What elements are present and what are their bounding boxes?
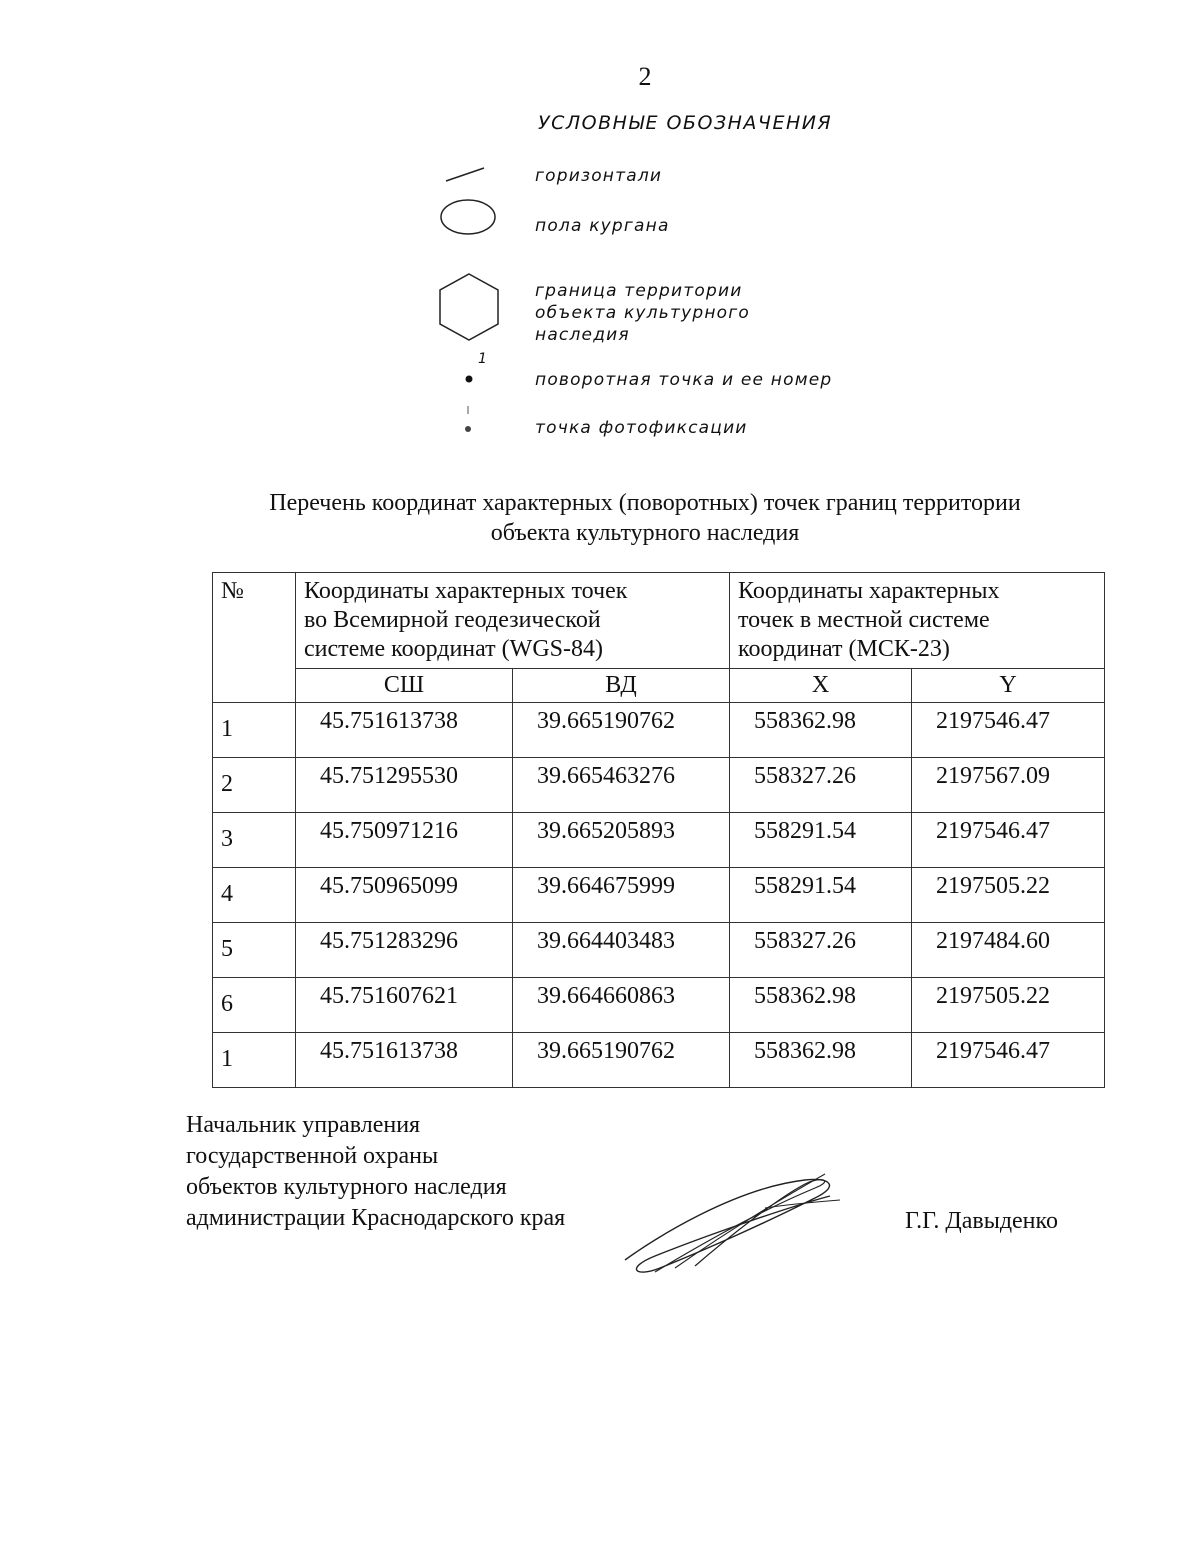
contour-line-icon [440, 160, 490, 190]
subheader-latitude: СШ [296, 669, 513, 703]
legend-label-contours: горизонтали [535, 166, 663, 186]
page-number: 2 [638, 62, 652, 91]
cell-point-number: 1 [213, 703, 296, 758]
turning-point-icon [462, 372, 476, 386]
cell-point-number: 5 [213, 923, 296, 978]
signatory-name: Г.Г. Давыденко [905, 1208, 1058, 1234]
subheader-x: X [730, 669, 912, 703]
legend-label-boundary-line-2: объекта культурного [535, 303, 750, 323]
header-wgs84-line: системе координат (WGS-84) [304, 636, 603, 662]
legend-label-boundary-line-3: наследия [535, 325, 630, 345]
cell-latitude: 45.750971216 [296, 813, 513, 868]
cell-longitude: 39.665205893 [513, 813, 730, 868]
legend-label-mound-edge: пола кургана [535, 216, 670, 236]
table-row [213, 978, 1105, 1033]
photo-point-icon [460, 402, 476, 436]
cell-y: 2197505.22 [912, 978, 1105, 1033]
legend-label-boundary-line-1: граница территории [535, 281, 743, 301]
cell-y: 2197505.22 [912, 868, 1105, 923]
header-msk23-line: Координаты характерных [738, 578, 1000, 604]
signatory-position-line: государственной охраны [186, 1143, 439, 1169]
handwritten-signature [615, 1168, 855, 1283]
cell-x: 558291.54 [730, 813, 912, 868]
document-title-line-1: Перечень координат характерных (поворотных) точек границ территории [269, 490, 1021, 516]
cell-x: 558291.54 [730, 868, 912, 923]
cell-longitude: 39.665463276 [513, 758, 730, 813]
signatory-position-line: объектов культурного наследия [186, 1174, 507, 1200]
cell-point-number: 4 [213, 868, 296, 923]
table-header-row [213, 573, 1105, 669]
signatory-position-line: администрации Краснодарского края [186, 1205, 566, 1231]
cell-y: 2197546.47 [912, 703, 1105, 758]
header-msk23-line: точек в местной системе [738, 607, 990, 633]
header-msk23-line: координат (МСК-23) [738, 636, 950, 662]
cell-point-number: 3 [213, 813, 296, 868]
cell-latitude: 45.751613738 [296, 1033, 513, 1088]
cell-y: 2197546.47 [912, 1033, 1105, 1088]
cell-latitude: 45.751283296 [296, 923, 513, 978]
header-wgs84-line: во Всемирной геодезической [304, 607, 601, 633]
mound-edge-ellipse-icon [436, 195, 500, 239]
cell-point-number: 6 [213, 978, 296, 1033]
cell-point-number: 1 [213, 1033, 296, 1088]
cell-x: 558362.98 [730, 978, 912, 1033]
document-title [160, 488, 1130, 548]
header-wgs84 [296, 573, 730, 669]
table-subheader-row [213, 669, 1105, 703]
legend-label-boundary [535, 280, 750, 346]
subheader-longitude: ВД [513, 669, 730, 703]
table-row [213, 868, 1105, 923]
cell-longitude: 39.665190762 [513, 703, 730, 758]
table-row [213, 703, 1105, 758]
legend-label-turning-point: поворотная точка и ее номер [535, 370, 833, 390]
legend-title: УСЛОВНЫЕ ОБОЗНАЧЕНИЯ [538, 112, 833, 134]
table-row [213, 923, 1105, 978]
cell-x: 558327.26 [730, 923, 912, 978]
cell-point-number: 2 [213, 758, 296, 813]
cell-latitude: 45.750965099 [296, 868, 513, 923]
cell-longitude: 39.665190762 [513, 1033, 730, 1088]
signatory-position [186, 1110, 565, 1234]
cell-latitude: 45.751613738 [296, 703, 513, 758]
turning-point-number: 1 [478, 351, 489, 367]
cell-longitude: 39.664660863 [513, 978, 730, 1033]
cell-latitude: 45.751607621 [296, 978, 513, 1033]
cell-x: 558362.98 [730, 1033, 912, 1088]
cell-y: 2197484.60 [912, 923, 1105, 978]
header-number: № [213, 573, 296, 703]
header-msk23 [730, 573, 1105, 669]
cell-y: 2197546.47 [912, 813, 1105, 868]
table-row [213, 813, 1105, 868]
subheader-y: Y [912, 669, 1105, 703]
cell-x: 558327.26 [730, 758, 912, 813]
cell-x: 558362.98 [730, 703, 912, 758]
territory-boundary-hexagon-icon [434, 270, 504, 344]
table-row [213, 1033, 1105, 1088]
cell-y: 2197567.09 [912, 758, 1105, 813]
header-wgs84-line: Координаты характерных точек [304, 578, 628, 604]
table-row [213, 758, 1105, 813]
document-title-line-2: объекта культурного наследия [490, 520, 800, 546]
cell-longitude: 39.664403483 [513, 923, 730, 978]
cell-latitude: 45.751295530 [296, 758, 513, 813]
coordinates-table [212, 572, 1105, 1088]
legend-label-photo-point: точка фотофиксации [535, 418, 748, 438]
signatory-position-line: Начальник управления [186, 1112, 421, 1138]
cell-longitude: 39.664675999 [513, 868, 730, 923]
